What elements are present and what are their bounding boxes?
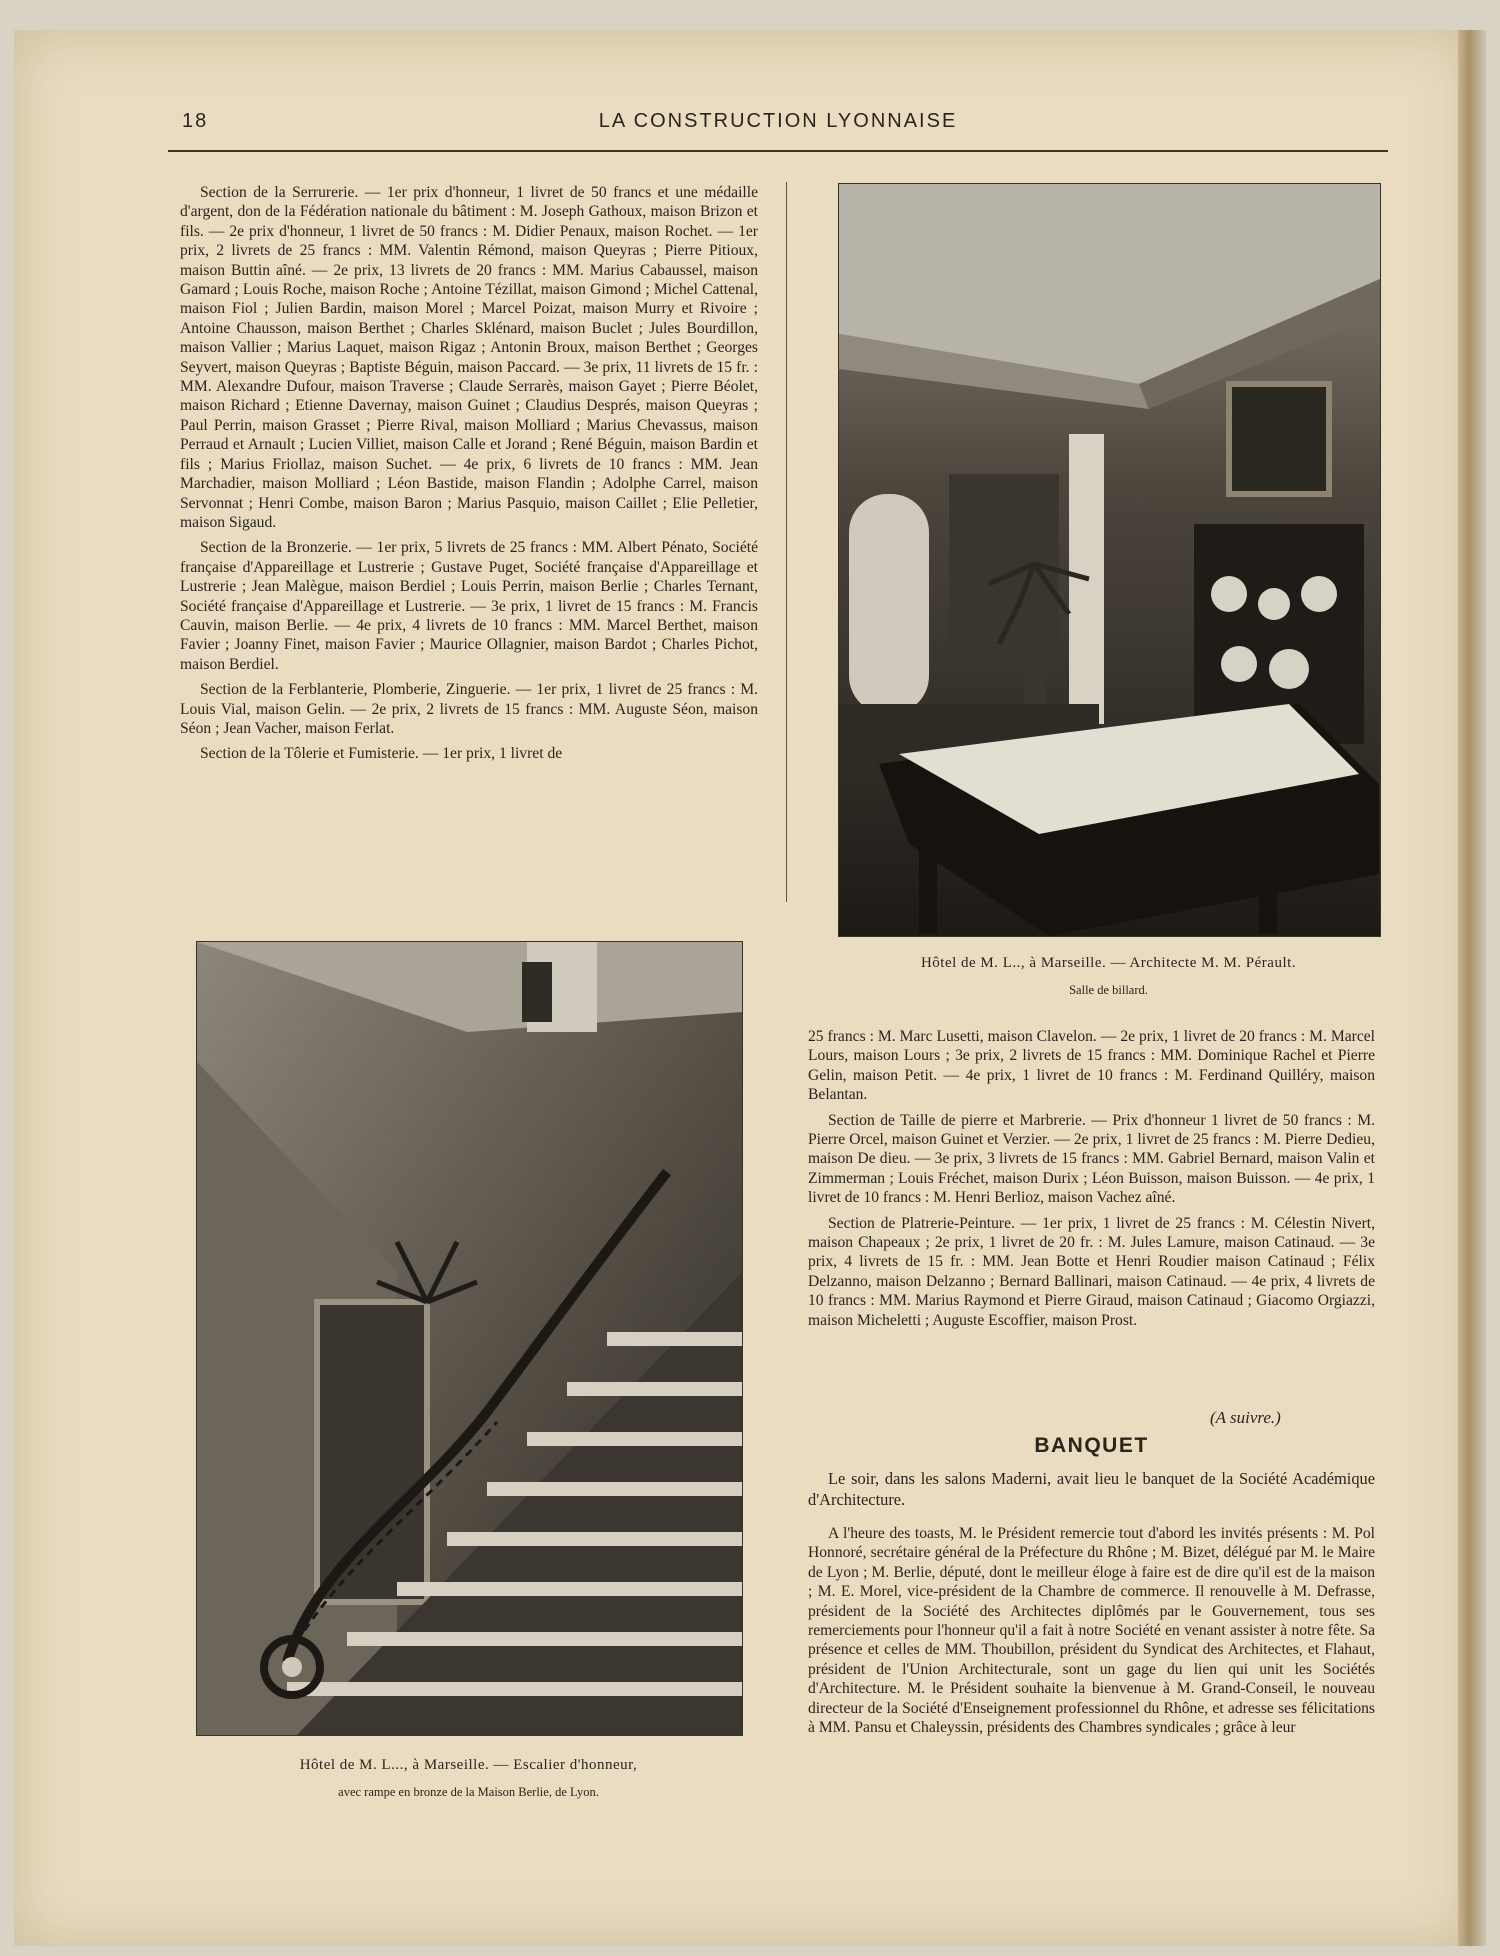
section-bronzerie: Section de la Bronzerie. — 1er prix, 5 livrets de 25 francs : MM. Albert Pénato, Société française d'Appareillage et Lustrerie ; Gustave Puget, Société française d'Appareillage et Lustrerie ; Jean Malègue, maison Berdiel ; Louis Perrin, maison Berlie ; Charles Ternant, Société française d'Appareillage et Lustrerie. — 3e prix, 1 livret de 15 francs : M. Francis Cauvin, maison Berlie. — 4e prix, 4 livrets de 10 francs : MM. Marcel Berthet, maison Favier ; Joanny Finet, maison Favier ; Maurice Ollagnier, maison Bardot ; Charles Pichot, maison Berdiel. [180, 539, 758, 673]
subcaption-staircase: avec rampe en bronze de la Maison Berlie, de Lyon. [338, 1785, 599, 1799]
left-column [180, 183, 758, 770]
running-header [168, 110, 1388, 136]
section-serrurerie: Section de la Serrurerie. — 1er prix d'honneur, 1 livret de 50 francs et une médaille d'argent, don de la Fédération nationale du bâtiment : M. Joseph Gathoux, maison Brizon et fils. — 2e prix d'honneur, 1 livret de 50 francs : M. Didier Penaux, maison Rochet. — 1er prix, 2 livrets de 25 francs : MM. Valentin Rémond, maison Queyras ; Pierre Pitioux, maison Buttin aîné. — 2e prix, 13 livrets de 20 francs : MM. Marius Cabaussel, maison Gamard ; Louis Roche, maison Roche ; Antoine Tézillat, maison Gimond ; Michel Cattenal, maison Fiol ; Julien Bardin, maison Morel ; Marcel Poizat, maison Murry et Rivoire ; Antoine Chausson, maison Berthet ; Charles Sklénard, maison Buclet ; Jules Bourdillon, maison Vallier ; Marius Laquet, maison Rigaz ; Antonin Broux, maison Berthet ; Georges Seyvert, maison Queyras ; Baptiste Béguin, maison Paccard. — 3e prix, 11 livrets de 15 fr. : MM. Alexandre Dufour, maison Traverse ; Claude Serrarès, maison Gayet ; Pierre Béolet, maison Richard ; Etienne Davernay, maison Guinet ; Claudius Després, maison Queyras ; Paul Perrin, maison Grasset ; Pierre Rival, maison Molliard ; Marius Chevassus, maison Perraud et Arnault ; Lucien Villiet, maison Calle et Jorand ; René Béguin, maison Bardin et fils ; Marius Friollaz, maison Suchet. — 4e prix, 6 livrets de 10 francs : MM. Jean Marchadier, maison Molliard ; Léon Bastide, maison Flandin ; Adolphe Carrel, maison Servonnat ; Henri Combe, maison Baron ; Marius Pasquio, maison Caillet ; Elie Pelletier, maison Sigaud. [180, 184, 758, 531]
banquet-text-block [808, 1524, 1375, 1743]
photo-billiard-room [838, 183, 1381, 937]
journal-title: LA CONSTRUCTION LYONNAISE [598, 110, 958, 132]
banquet-intro: Le soir, dans les salons Maderni, avait lieu le banquet de la Société Académique d'Architecture. [808, 1469, 1375, 1509]
banquet-intro-block [808, 1468, 1375, 1516]
section-tolerie-continued: 25 francs : M. Marc Lusetti, maison Clavelon. — 2e prix, 1 livret de 20 francs : M. Marcel Lours, maison Lours ; 3e prix, 2 livrets de 15 francs : MM. Dominique Rachel et Pierre Gelin, maison Petit. — 4e prix, 1 livret de 10 francs : M. Ferdinand Quilléry, maison Belantan. [808, 1028, 1375, 1104]
section-ferblanterie: Section de la Ferblanterie, Plomberie, Zinguerie. — 1er prix, 1 livret de 25 francs : M. Louis Vial, maison Gelin. — 2e prix, 2 livrets de 15 francs : MM. Auguste Séon, maison Séon ; Jean Vacher, maison Ferlat. [180, 681, 758, 737]
photo-staircase [196, 941, 743, 1736]
page-number: 18 [182, 110, 209, 132]
column-divider [786, 182, 787, 902]
a-suivre: (A suivre.) [1210, 1408, 1281, 1427]
section-tolerie: Section de la Tôlerie et Fumisterie. — 1er prix, 1 livret de [200, 745, 563, 763]
header-rule [168, 150, 1388, 152]
section-platrerie: Section de Platrerie-Peinture. — 1er prix, 1 livret de 25 francs : M. Célestin Nivert, maison Chapeaux ; 2e prix, 1 livret de 20 fr. : M. Jules Lamure, maison Catinaud. — 3e prix, 4 livrets de 15 fr. : MM. Jean Botte et Henri Roudier maison Catinaud ; Félix Delzanno, maison Delzanno ; Bernard Ballinari, maison Catinaud. — 4e prix, 4 livrets de 10 francs : MM. Marius Raymond et Pierre Giraud, maison Catinaud ; Giacomo Orgiazzi, maison Micheletti ; Auguste Escoffier, maison Prost. [808, 1214, 1375, 1329]
page-edge [1458, 30, 1486, 1946]
subcaption-billiard: Salle de billard. [1069, 983, 1148, 997]
right-column [808, 1027, 1375, 1336]
section-taille-pierre: Section de Taille de pierre et Marbrerie. — Prix d'honneur 1 livret de 50 francs : M. Pierre Orcel, maison Guinet et Verzier. — 2e prix, 1 livret de 25 francs : M. Pierre Dedieu, maison De dieu. — 3e prix, 3 livrets de 15 francs : MM. Gabriel Bernard, maison Valin et Zimmerman ; Louis Fréchet, maison Durix ; Léon Buisson, maison Buisson. — 4e prix, 1 livret de 10 francs : M. Henri Berlioz, maison Vachez aîné. [808, 1111, 1375, 1207]
caption-billiard: Hôtel de M. L.., à Marseille. — Architecte M. M. Pérault. [920, 955, 1297, 971]
caption-staircase: Hôtel de M. L..., à Marseille. — Escalier d'honneur, [299, 1757, 638, 1773]
banquet-heading: BANQUET [1034, 1434, 1149, 1457]
banquet-text: A l'heure des toasts, M. le Président remercie tout d'abord les invités présents : M. Pol Honnoré, secrétaire général de la Préfecture du Rhône ; M. Bizet, délégué par M. le Maire de Lyon ; M. Berlie, député, dont le meilleur éloge à faire est de dire qu'il est de la maison ; M. E. Morel, vice-président de la Chambre de commerce. Il renouvelle à M. Defrasse, président de la Société des Architectes diplômés par le Gouvernement, tous ses remerciements pour l'honneur qu'il a fait à notre Société en venant assister à notre fête. Sa présence et celles de MM. Thoubillon, président du Syndicat des Architectes, et Flahaut, président de l'Union Architecturale, sont un gage du lien qui unit les Sociétés d'Architecture. M. le Président souhaite la bienvenue à M. Grand-Conseil, le nouveau directeur de la Société d'Enseignement professionnel du Rhône, et adresse ses félicitations à MM. Pansu et Chaleyssin, présidents des Chambres syndicales ; grâce à leur [808, 1525, 1375, 1737]
